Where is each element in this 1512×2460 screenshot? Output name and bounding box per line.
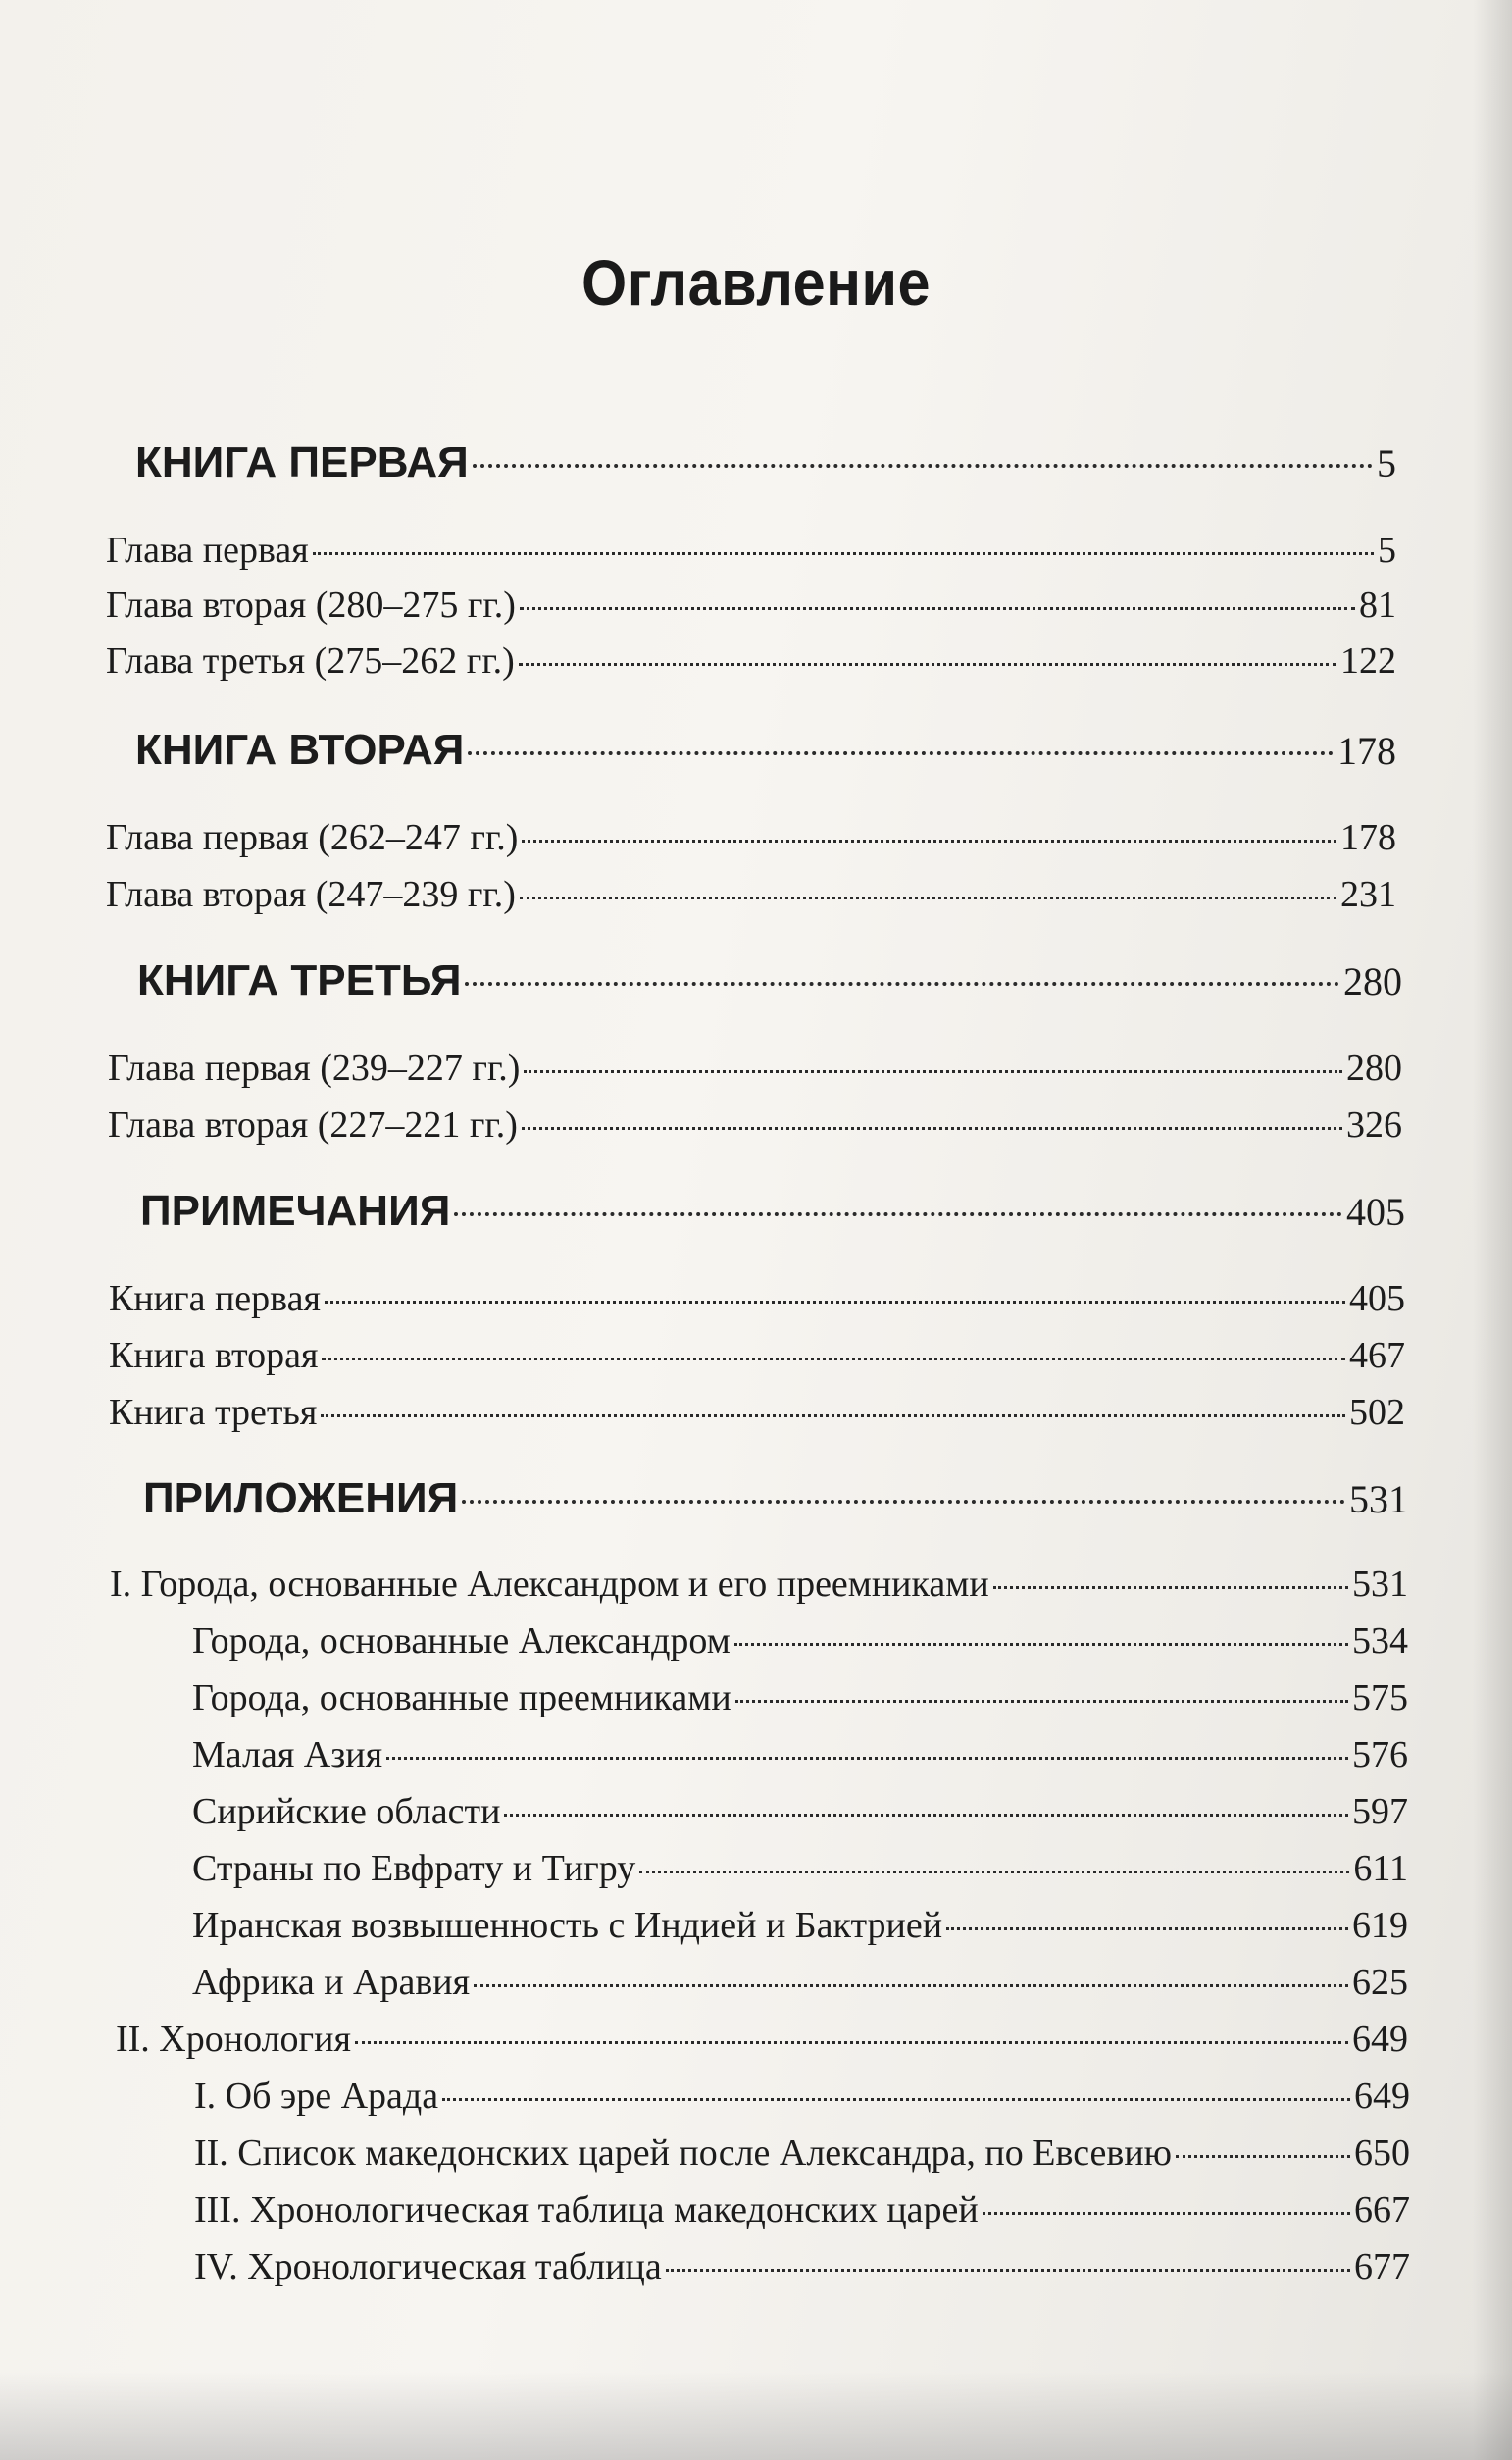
- toc-section-heading[interactable]: [140, 1187, 1405, 1236]
- page-number: 611: [1353, 1848, 1408, 1889]
- toc-subentry[interactable]: [192, 1790, 1408, 1833]
- entry-title: Города, основанные преемниками: [192, 1677, 731, 1718]
- section-title: КНИГА ВТОРАЯ: [135, 726, 465, 774]
- toc-entry[interactable]: [106, 529, 1396, 572]
- dot-leader: [1176, 2155, 1350, 2158]
- toc-entry[interactable]: [109, 1277, 1405, 1320]
- page-number: 619: [1352, 1905, 1408, 1946]
- page-number: 502: [1349, 1392, 1405, 1433]
- entry-title: IV. Хронологическая таблица: [194, 2246, 662, 2287]
- dot-leader: [504, 1814, 1348, 1817]
- page-number: 649: [1354, 2076, 1410, 2117]
- entry-title: Города, основанные Александром: [192, 1620, 731, 1662]
- page-number: 5: [1378, 530, 1396, 571]
- page-number: 81: [1359, 585, 1396, 626]
- page-number: 649: [1352, 2019, 1408, 2060]
- page-number: 575: [1352, 1677, 1408, 1718]
- page-number: 667: [1354, 2189, 1410, 2230]
- toc-subentry[interactable]: [192, 1847, 1408, 1890]
- dot-leader: [666, 2269, 1350, 2272]
- toc-entry[interactable]: [108, 1103, 1402, 1147]
- toc-section-heading[interactable]: [137, 956, 1402, 1005]
- page-number: 531: [1349, 1477, 1408, 1521]
- section-title: ПРИМЕЧАНИЯ: [140, 1187, 451, 1235]
- dot-leader: [522, 840, 1336, 843]
- dot-leader: [454, 1212, 1342, 1216]
- dot-leader: [520, 607, 1355, 610]
- toc-entry[interactable]: [106, 816, 1396, 859]
- entry-title: Малая Азия: [192, 1734, 383, 1775]
- toc-subentry[interactable]: [192, 1961, 1408, 2004]
- section-title: КНИГА ТРЕТЬЯ: [137, 956, 462, 1004]
- toc-subentry[interactable]: [194, 2075, 1410, 2118]
- dot-leader: [639, 1871, 1349, 1873]
- page-number: 534: [1352, 1620, 1408, 1662]
- toc-entry[interactable]: [106, 640, 1396, 683]
- toc-entry[interactable]: [110, 1563, 1408, 1606]
- page-title: Оглавление: [581, 246, 931, 319]
- dot-leader: [473, 464, 1373, 468]
- dot-leader: [734, 1643, 1348, 1646]
- page-number: 467: [1349, 1335, 1405, 1376]
- toc-subentry[interactable]: [192, 1904, 1408, 1947]
- page-number: 650: [1354, 2132, 1410, 2174]
- toc-entry[interactable]: [108, 1047, 1402, 1090]
- page-number: 326: [1346, 1104, 1402, 1146]
- page-number: 531: [1352, 1563, 1408, 1605]
- page-number: 597: [1352, 1791, 1408, 1832]
- toc-entry[interactable]: [106, 584, 1396, 627]
- page-number: 122: [1340, 641, 1396, 682]
- dot-leader: [442, 2098, 1350, 2101]
- dot-leader: [735, 1700, 1348, 1703]
- page-number: 625: [1352, 1962, 1408, 2003]
- page-number: 576: [1352, 1734, 1408, 1775]
- toc-section-heading[interactable]: [135, 726, 1396, 775]
- toc-subentry[interactable]: [194, 2245, 1410, 2288]
- dot-leader: [524, 1070, 1342, 1073]
- toc-subentry[interactable]: [192, 1733, 1408, 1776]
- entry-title: II. Список македонских царей после Александра, по Евсевию: [194, 2132, 1173, 2174]
- page-number: 405: [1346, 1190, 1405, 1234]
- toc-entry[interactable]: [116, 2018, 1408, 2061]
- entry-title: Глава третья (275–262 гг.): [106, 641, 515, 682]
- entry-title: Глава вторая (227–221 гг.): [108, 1104, 518, 1146]
- page-number: 280: [1346, 1048, 1402, 1089]
- entry-title: Страны по Евфрату и Тигру: [192, 1848, 636, 1889]
- dot-leader: [522, 1127, 1342, 1130]
- entry-title: Глава вторая (247–239 гг.): [106, 874, 516, 915]
- dot-leader: [983, 2212, 1350, 2215]
- toc-subentry[interactable]: [194, 2131, 1410, 2175]
- dot-leader: [519, 663, 1336, 666]
- toc-entry[interactable]: [106, 873, 1396, 916]
- entry-title: Глава вторая (280–275 гг.): [106, 585, 516, 626]
- toc-section-heading[interactable]: [143, 1474, 1408, 1523]
- dot-leader: [993, 1586, 1348, 1589]
- dot-leader: [465, 982, 1339, 986]
- dot-leader: [321, 1414, 1345, 1417]
- dot-leader: [462, 1500, 1345, 1504]
- entry-title: Африка и Аравия: [192, 1962, 471, 2003]
- page-number: 178: [1337, 729, 1396, 773]
- dot-leader: [946, 1927, 1348, 1930]
- toc-entry[interactable]: [109, 1391, 1405, 1434]
- page-number: 231: [1340, 874, 1396, 915]
- dot-leader: [355, 2041, 1348, 2044]
- entry-title: III. Хронологическая таблица македонских царей: [194, 2189, 979, 2230]
- dot-leader: [386, 1757, 1348, 1760]
- page-number: 178: [1340, 817, 1396, 858]
- dot-leader: [520, 897, 1336, 899]
- page-number: 5: [1377, 441, 1396, 486]
- entry-title: Иранская возвышенность с Индией и Бактрией: [192, 1905, 943, 1946]
- entry-title: Глава первая: [106, 530, 309, 571]
- entry-title: I. Об эре Арада: [194, 2076, 439, 2117]
- entry-title: Книга третья: [109, 1392, 318, 1433]
- page-number: 677: [1354, 2246, 1410, 2287]
- page-number: 280: [1343, 959, 1402, 1003]
- page-bottom-shadow: [0, 2372, 1512, 2460]
- dot-leader: [474, 1984, 1348, 1987]
- entry-title: Глава первая (239–227 гг.): [108, 1048, 521, 1089]
- page-edge-shadow: [1473, 0, 1512, 2460]
- dot-leader: [313, 552, 1374, 555]
- toc-subentry[interactable]: [194, 2188, 1410, 2231]
- page-number: 405: [1349, 1278, 1405, 1319]
- entry-title: Глава первая (262–247 гг.): [106, 817, 519, 858]
- entry-title: Книга вторая: [109, 1335, 319, 1376]
- entry-title: II. Хронология: [116, 2019, 351, 2060]
- section-title: КНИГА ПЕРВАЯ: [135, 438, 469, 487]
- toc-section-heading[interactable]: [135, 438, 1396, 487]
- entry-title: Сирийские области: [192, 1791, 501, 1832]
- toc-entry[interactable]: [109, 1334, 1405, 1377]
- dot-leader: [468, 751, 1334, 755]
- toc-subentry[interactable]: [192, 1676, 1408, 1719]
- section-title: ПРИЛОЖЕНИЯ: [143, 1474, 459, 1522]
- entry-title: I. Города, основанные Александром и его преемниками: [110, 1563, 989, 1605]
- dot-leader: [325, 1301, 1345, 1304]
- toc-subentry[interactable]: [192, 1619, 1408, 1663]
- dot-leader: [322, 1358, 1345, 1360]
- entry-title: Книга первая: [109, 1278, 321, 1319]
